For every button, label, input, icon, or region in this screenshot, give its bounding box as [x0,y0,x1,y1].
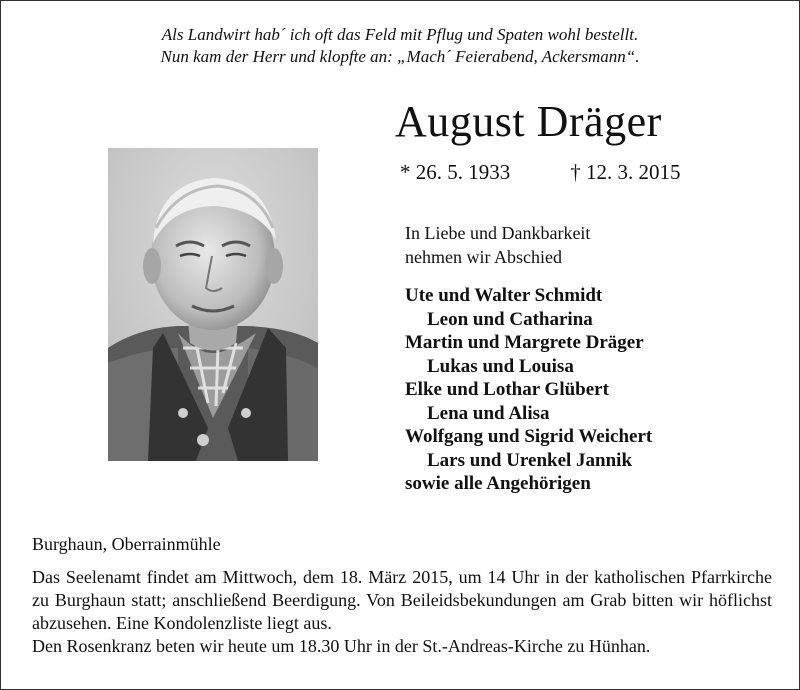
verse-line-2: Nun kam der Herr und klopfte an: „Mach´ Feierabend, Ackersmann“. [160,47,640,66]
birth-date: * 26. 5. 1933 [400,160,511,184]
mourner-entry: Wolfgang und Sigrid Weichert [405,426,653,447]
mourners-list [405,284,652,496]
mourner-entry: Martin und Margrete Dräger [405,332,644,353]
mourner-entry: Elke und Lothar Glübert [405,379,609,400]
place: Burghaun, Oberrainmühle [32,534,221,554]
farewell-intro [405,221,590,269]
verse [0,24,800,68]
rosary-notice: Den Rosenkranz beten wir heute um 18.30 Uhr in der St.-Andreas-Kirche zu Hünhan. [32,636,651,656]
service-notice [32,566,772,658]
portrait-image [108,148,318,461]
death-date: † 12. 3. 2015 [570,160,681,184]
service-details: Das Seelenamt findet am Mittwoch, dem 18. März 2015, um 14 Uhr in der katholischen Pfarrkirche zu Burghaun statt; anschließend Beerdigung. Von Beileidsbekundungen am Grab bitten wir höflichst abzusehen. Eine Kondolenzliste liegt aus. [32,567,772,633]
mourner-entry: Leon und Catharina [427,308,593,330]
intro-line-2: nehmen wir Abschied [405,247,562,267]
mourner-entry: sowie alle Angehörigen [405,473,591,494]
life-dates [400,160,681,185]
mourner-entry: Lena und Alisa [427,402,550,424]
intro-line-1: In Liebe und Dankbarkeit [405,223,591,243]
verse-line-1: Als Landwirt hab´ ich oft das Feld mit Pflug und Spaten wohl bestellt. [161,25,639,44]
mourner-entry: Lars und Urenkel Jannik [427,449,633,471]
mourner-entry: Ute und Walter Schmidt [405,285,603,306]
mourner-entry: Lukas und Louisa [427,355,574,377]
portrait-photo [108,148,318,461]
deceased-name: August Dräger [395,97,662,146]
